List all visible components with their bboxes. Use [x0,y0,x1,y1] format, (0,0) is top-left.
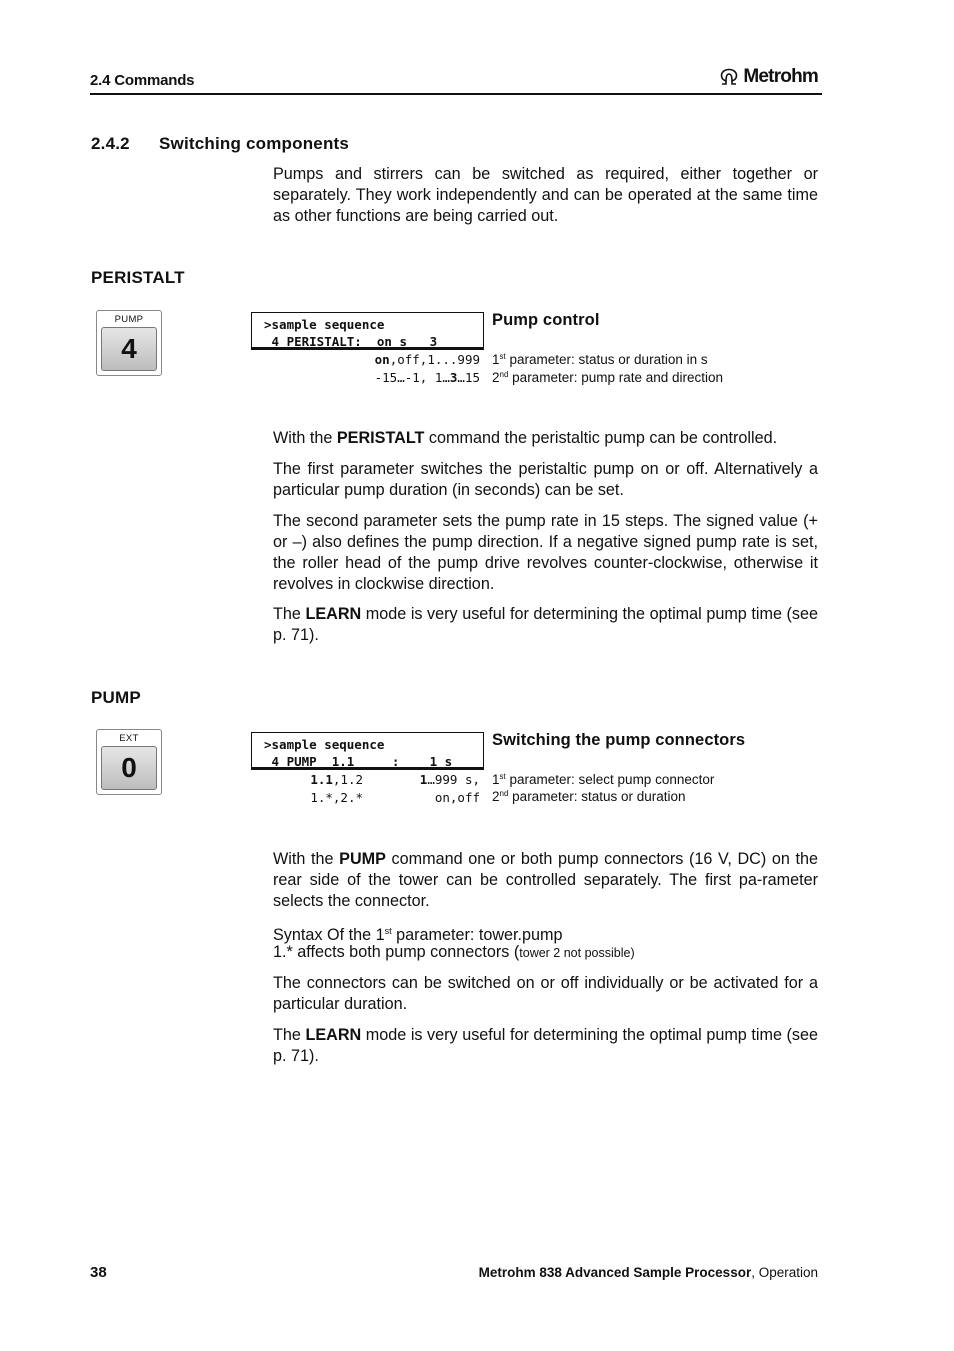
peristalt-param-row2 [251,370,480,385]
command-name: PUMP [339,850,386,868]
pump-param2-desc [492,789,686,804]
pump-param-colA-row2: 1.*,2.* [310,790,363,805]
param-text: parameter: select pump connector [505,772,715,787]
peristalt-param-default2: 3 [449,370,458,385]
pump-key-value: 4 [101,327,157,371]
section-heading [91,134,349,154]
peristalt-param-row1 [251,352,480,367]
ordinal-suffix: st [499,772,506,781]
peristalt-title: Pump control [492,311,600,329]
ext-key [96,729,162,795]
mode-name: LEARN [305,605,362,623]
product-name: Metrohm 838 Advanced Sample Processor [478,1265,752,1280]
ordinal: 1 [492,352,500,367]
ordinal: 2 [492,370,500,385]
omega-logo-icon [719,68,739,86]
peristalt-param-default1: on [374,352,390,367]
peristalt-para3: The second parameter sets the pump rate in 15 steps. The signed value (+ or –) also defines the pump direction. If a negative signed pump rate is set, the roller head of the pump drive revolves counter-clockwise, otherwise it revolves in clockwise direction. [273,512,818,593]
document-title [479,1265,818,1280]
param-text: parameter: pump rate and direction [508,370,724,385]
param-text: parameter: status or duration [508,789,686,804]
ordinal-suffix: st [499,352,506,361]
peristalt-heading: PERISTALT [91,268,185,287]
header-section: 2.4 Commands [90,72,195,89]
text: The [273,1026,306,1044]
text: mode is very useful for determining the optimal pump time (see p. 71). [273,1026,818,1065]
peristalt-para2: The first parameter switches the peristaltic pump on or off. Alternatively a particular pump duration (in seconds) can be set. [273,460,818,499]
pump-title: Switching the pump connectors [492,731,746,749]
header-rule [90,93,822,95]
ext-key-label: EXT [119,733,139,744]
ordinal: 1 [492,772,500,787]
ordinal-suffix: st [384,926,392,936]
brand-name: Metrohm [743,66,818,87]
text: command one or both pump connectors (16 V, DC) on the rear side of the tower can be controlled separately. The first pa-rameter selects the connector. [273,850,818,910]
peristalt-param-range2a: -15…-1, 1… [374,370,450,385]
pump-param-colB-row2: on,off [434,790,480,805]
pump-param-colB-row1 [380,772,480,787]
pump-affects-line [273,942,818,964]
text: Syntax Of the 1 [273,926,385,944]
peristalt-param1-desc [492,352,708,367]
pump-heading: PUMP [91,688,141,707]
section-number: 2.4.2 [91,134,130,153]
peristalt-para1 [273,428,818,449]
section-title: Switching components [159,134,350,153]
pump-para3: The connectors can be switched on or off individually or be activated for a particular duration. [273,974,818,1013]
pump-display-line2: 4 PUMP 1.1 : 1 s [264,754,453,769]
page-number: 38 [90,1264,107,1281]
pump-display [251,732,484,770]
text: With the [273,429,337,447]
ordinal-suffix: nd [499,370,509,379]
command-name: PERISTALT [336,429,425,447]
peristalt-display-line1: >sample sequence [264,317,385,332]
text: With the [273,850,340,868]
pump-param-colA-row1 [251,772,363,787]
pump-display-line1: >sample sequence [264,737,385,752]
text: command the peristaltic pump can be controlled. [424,429,778,447]
peristalt-param2-desc [492,370,723,385]
text: parameter: tower.pump [391,926,563,944]
peristalt-param-range1: ,off,1...999 [389,352,480,367]
note-text: tower 2 not possible) [519,946,635,960]
pump-param-range: …999 s, [427,772,480,787]
param-text: parameter: status or duration in s [505,352,708,367]
brand-logo [719,66,818,88]
text: The [273,605,306,623]
peristalt-display [251,312,484,350]
document-part: , Operation [751,1265,818,1280]
pump-param-default: 1 [419,772,428,787]
pump-key [96,310,162,376]
pump-param-option: ,1.2 [332,772,363,787]
mode-name: LEARN [305,1026,362,1044]
ordinal-suffix: nd [499,789,509,798]
pump-para1 [273,849,818,912]
intro-paragraph: Pumps and stirrers can be switched as required, either together or separately. They work independently and can be operated at the same time as other functions are being carried out. [273,165,818,225]
peristalt-display-line2: 4 PERISTALT: on s 3 [264,334,438,349]
pump-key-label: PUMP [114,314,144,325]
peristalt-param-range2b: …15 [457,370,480,385]
pump-para4 [273,1025,818,1067]
ext-key-value: 0 [101,746,157,790]
text: 1.* affects both pump connectors ( [273,943,520,961]
pump-param-default: 1.1 [310,772,333,787]
peristalt-para4 [273,604,818,646]
pump-param1-desc [492,772,714,787]
ordinal: 2 [492,789,500,804]
text: mode is very useful for determining the optimal pump time (see p. 71). [273,605,818,644]
